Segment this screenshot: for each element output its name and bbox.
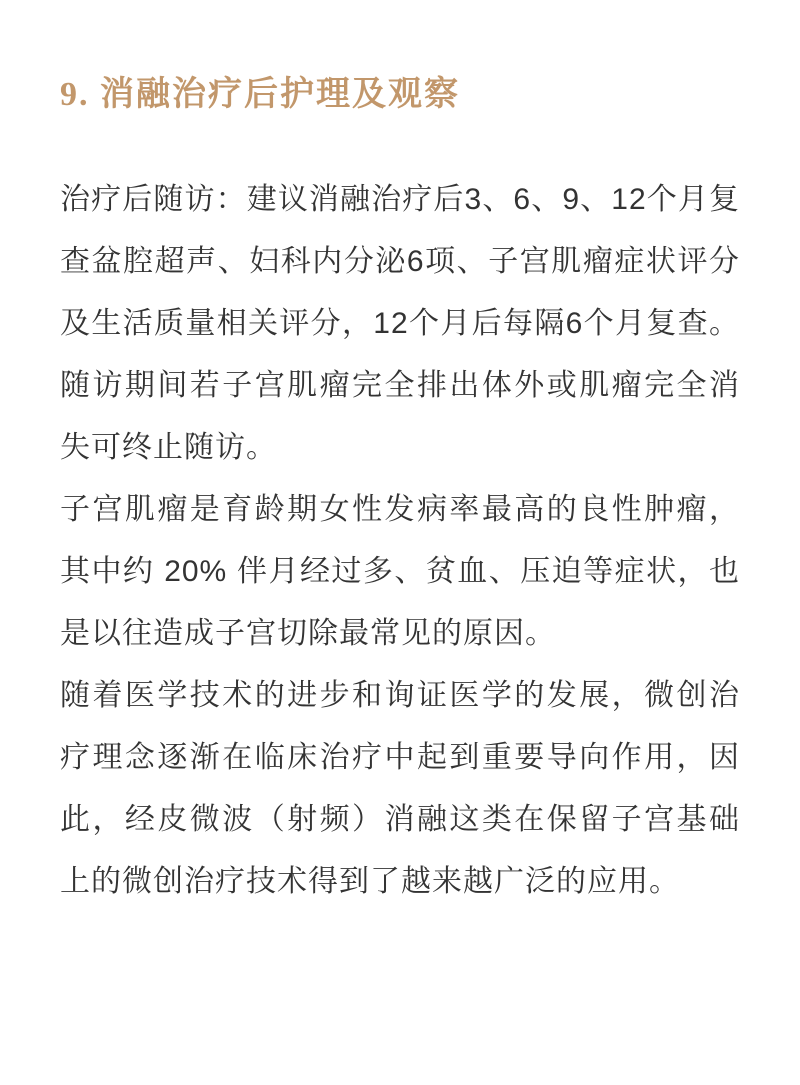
paragraph-minimally-invasive-treatment: 随着医学技术的进步和询证医学的发展，微创治疗理念逐渐在临床治疗中起到重要导向作用，因此，经皮微波（射频）消融这类在保留子宫基础上的微创治疗技术得到了越来越广泛的应用。 (60, 678, 740, 898)
section-title: 9. 消融治疗后护理及观察 (60, 76, 460, 113)
article-body (60, 169, 740, 913)
paragraph-followup-plan: 治疗后随访：建议消融治疗后3、6、9、12个月复查盆腔超声、妇科内分泌6项、子宫肌瘤症状评分及生活质量相关评分，12个月后每隔6个月复查。随访期间若子宫肌瘤完全排出体外或肌瘤完全消失可终止随访。 (60, 182, 740, 464)
paragraph-fibroid-overview: 子宫肌瘤是育龄期女性发病率最高的良性肿瘤，其中约 20% 伴月经过多、贫血、压迫等症状，也是以往造成子宫切除最常见的原因。 (60, 492, 740, 650)
